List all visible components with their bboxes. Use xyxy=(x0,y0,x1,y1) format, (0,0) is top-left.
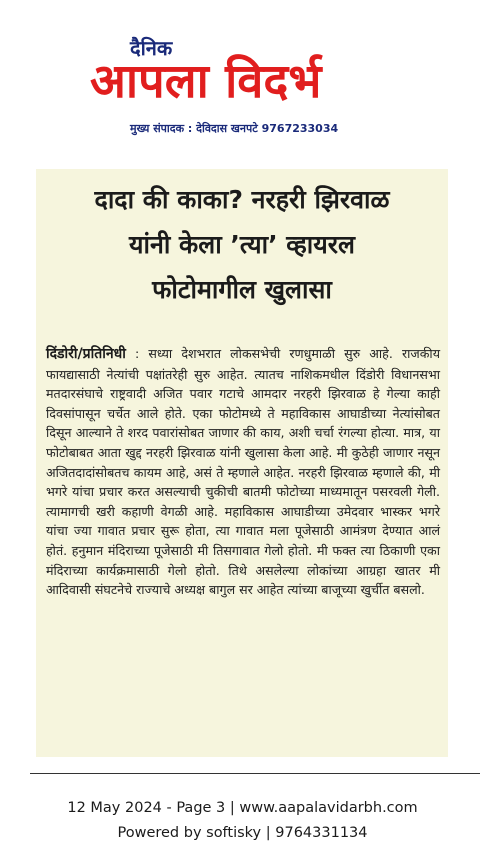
footer-powered-by: Powered by softisky | 9764331134 xyxy=(117,825,368,841)
masthead xyxy=(0,0,485,150)
editor-name-phone: देविदास खनपटे 9767233034 xyxy=(196,122,339,135)
headline-line-1: दादा की काका? नरहरी झिरवाळ xyxy=(94,185,390,214)
headline-line-2: यांनी केला ’त्या’ व्हायरल xyxy=(129,230,355,259)
article-body xyxy=(46,344,440,600)
headline-line-3: फोटोमागील खुलासा xyxy=(152,275,332,304)
footer-date-website: 12 May 2024 - Page 3 | www.aapalavidarbh.com xyxy=(67,800,418,816)
newspaper-logo-title: आपला विदर्भ xyxy=(90,54,322,109)
brand-small-title: दैनिक xyxy=(130,36,173,60)
article-headline xyxy=(36,177,448,312)
article-dateline: दिंडोरी/प्रतिनिधी xyxy=(46,346,126,362)
article-body-text: : सध्या देशभरात लोकसभेची रणधुमाळी सुरु आहे. राजकीय फायद्यासाठी नेत्यांची पक्षांतरेही सुरु आहेत. त्यातच नाशिकमधील दिंडोरी विधानसभा मतदारसंघाचे राष्ट्रवादी अजित पवार गटाचे आमदार नरहरी झिरवाळ हे गेल्या काही दिवसांपासून चर्चेत आले होते. एका फोटोमध्ये ते महाविकास आघाडीच्या नेत्यांसोबत दिसून आल्याने ते शरद पवारांसोबत जाणार की काय, अशी चर्चा रंगल्या होत्या. मात्र, या फोटोबाबत आता खुद्द नरहरी झिरवाळ यांनी खुलासा केला आहे. मी कुठेही जाणार नसून अजितदादांसोबतच कायम आहे, असं ते म्हणाले आहेत. नरहरी झिरवाळ म्हणाले की, मी भगरे यांचा प्रचार करत असल्याची चुकीची बातमी फोटोच्या माध्यमातून पसरवली गेली. त्यामागची खरी कहाणी वेगळी आहे. महाविकास आघाडीच्या उमेदवार भास्कर भगरे यांचा ज्या गावात प्रचार सुरू होता, त्या गावात मला पूजेसाठी आमंत्रण देण्यात आलं होतं. हनुमान मंदिराच्या पूजेसाठी मी तिसगावात गेलो होतो. मी फक्त त्या ठिकाणी एका मंदिराच्या कार्यक्रमासाठी गेलो होतो. तिथे असलेल्या लोकांच्या आग्रहा खातर मी आदिवासी संघटनेचे राज्याचे अध्यक्ष बागुल सर आहेत त्यांच्या बाजूच्या खुर्चीत बसलो. xyxy=(46,346,440,598)
editor-info xyxy=(130,121,338,136)
footer-divider xyxy=(30,773,480,774)
editor-label: मुख्य संपादक : xyxy=(130,122,193,135)
article-box xyxy=(36,169,448,757)
